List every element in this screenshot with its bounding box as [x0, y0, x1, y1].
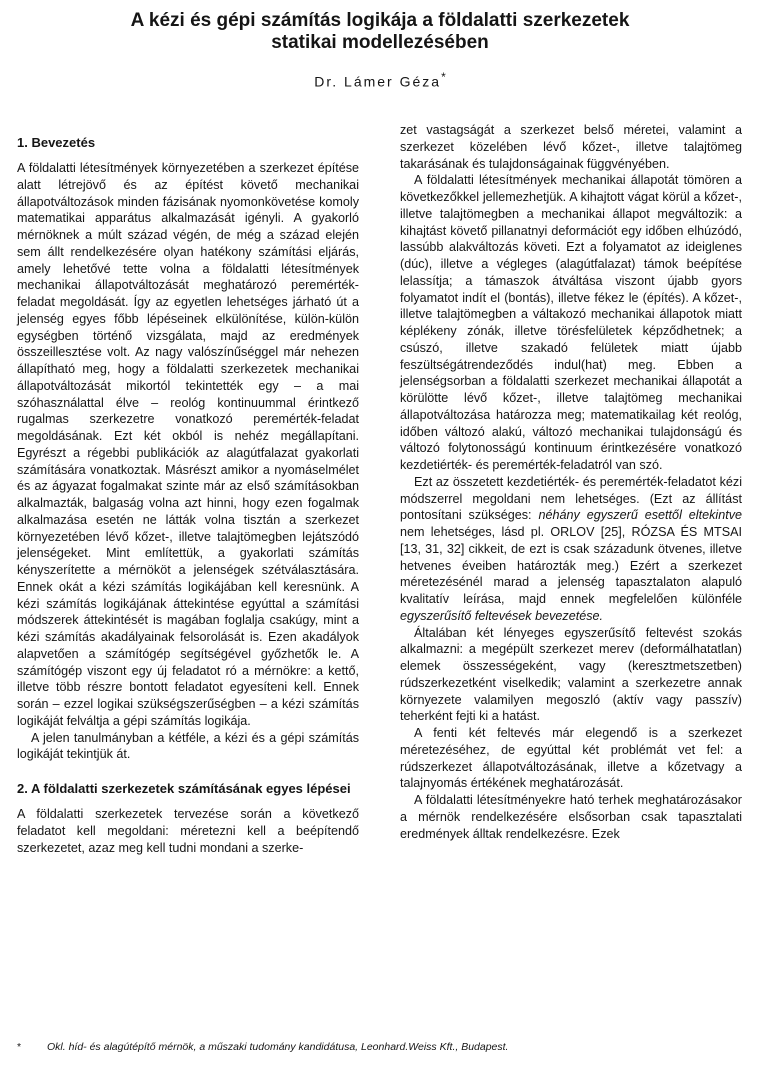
boundary-text-a: Ezt az összetett kezdetiérték- és peremérték-feladatot kézi módszerrel megoldani nem lehetséges. (Ezt az állítást pontosítani szükséges:: [400, 474, 742, 523]
continued-paragraph: zet vastagságát a szerkezet belső méretei, valamint a szerkezet közelében lévő kőzet-, illetve talajtömeg takarásának és tulajdonságainak függvényében.: [400, 123, 742, 171]
author-name: Dr. Lámer Géza: [314, 73, 442, 90]
article-title: [0, 10, 760, 54]
footnote: [17, 1040, 747, 1054]
footnote-text: Okl. híd- és alagútépítő mérnök, a műszaki tudomány kandidátusa, Leonhard.Weiss Kft., Budapest.: [47, 1041, 509, 1053]
boundary-problem-paragraph: [400, 474, 742, 625]
mechanics-paragraph: A földalatti létesítmények mechanikai állapotát tömören a következőkkel jellemezhetjük. A kihajtott vágat körül a kőzet-, illetve talajtömegben a mechanikai állapot megváltozik: a kihajtást követő pillanatnyi deformációt egy időben elhúzódó, lassúbb alakváltozás követi. Ezt a folyamatot az ideiglenes (dúc), illetve a végleges (alagútfalazat) támok beépítése lelassítja; a támaszok átváltása viszont újabb gyors folyamatot indít el (bontás), illetve fékez le (építés). A kőzet-, illetve talajtömegben a váltakozó mechanikai állapotok miatt képlékeny zónák, illetve törésfelületek képződhetnek; a csúszó, illetve szakadó felületek miatt újabb feszültségátrendeződés indul(hat) meg. Ebben a jelenségsorban a földalatti szerkezet mechanikai állapotát a körülötte lévő kőzet-, illetve talajtömeg mechanikai állapotváltozása határozza meg; matematikailag két reológ, időben változó alakú, változó mechanikai tulajdonságú és változó folytonosságú kontinuum érintkezésére vonatkozó kezdetiérték- és peremérték-feladatról van szó.: [400, 173, 742, 472]
right-column: [400, 122, 742, 842]
title-line-1: A kézi és gépi számítás logikája a földalatti szerkezetek: [130, 10, 630, 31]
boundary-emphasis: néhány egyszerű esettől eltekintve: [538, 508, 742, 523]
section-2-heading: 2. A földalatti szerkezetek számításának egyes lépései: [17, 781, 351, 796]
problems-paragraph: A fenti két feltevés már elegendő is a szerkezet méretezéséhez, de egyúttal két problémát vet fel: a rúdszerkezet állapotváltozásának, illetve a kőzetvagy a talajnyomás értékének meghatározását.: [400, 726, 742, 791]
section-2-paragraph-1: A földalatti szerkezetek tervezése során a következő feladatot kell megoldani: méretezni kell a beépítendő szerkezetet, azaz meg kell tudni mondani a szerke-: [17, 807, 359, 855]
boundary-text-b: nem lehetséges, lásd pl. ORLOV [25], RÓZSA ÉS MTSAI [13, 31, 32] cikkeit, de ezt is csak századunk ötvenes, illetve hetvenes éveiben határozták meg.) Ezért a szerkezet méretezésénél marad a jelenség tapasztalaton alapuló kvalitatív leírása, majd ennek megfelelően különféle: [400, 525, 742, 606]
left-column: [17, 134, 359, 856]
section-1-paragraph-1: A földalatti létesítmények környezetében a szerkezet építése alatt létrejövő és az építést követő mechanikai állapotváltozások minden fázisának nyomonkövetése komoly matematikai apparátus alkalmazását igényli. A gyakorló mérnöknek a múlt század végén, de még a század elején sem állt rendelkezésére olyan hatékony számítási eljárás, amely lehetővé tette volna a földalatti létesítmények mechanikai állapotváltozását meghatározó peremérték-feladat megoldását. Így az egyetlen lehetséges járható út a jelenség egyes főbb lépéseinek elkülönítése, külön-külön egységben történő vizsgálata, majd az eredmények összeillesztése volt. Az nagy valószínűséggel már nehezen állapítható meg, hogy a földalatti szerkezetek mechanikai állapotváltozását mikortól tekintették egy – a mai szóhasználattal élve – reológ kontinuummal érintkező rugalmas szerkezetre vonatkozó peremérték-feladat megoldásának. Ezt két okból is nehéz megállapítani. Egyrészt a régebbi publikációk az alagútfalazat gyakorlati számítására vonatkoztak. Másrészt amikor a nyomáselmélet és az ágyazat fogalmakat szinte már az első számításokban alkalmazták, balgaság volna azt hinni, hogy ezen fogalmak alkalmazása esetén ne látták volna tisztán a szerkezet környezetében lévő kőzet-, illetve talajtömegben lejátszódó jelenségeket. Mint említettük, a gyakorlati számítás kényszerítette a mérnököt a jelenségek szétválasztására. Ennek okát a kézi számítás logikájában kell keresnünk. A kézi számítás logikájának áttekintése egyúttal a számítási módszerek áttekintését is magában foglalja csakúgy, mint a kézi számítás akadályainak felsorolását is. Ezen akadályok alapvetően a számítógép segítségével győzhetők le. A számítógép viszont egy új feladatot ró a mérnökre: a kettő, illetve több részre bontott feladatot egyesíteni kell. Ennek során – ezzel logikai szükségszerűségben – a kézi számítás logikáját felváltja a gépi számítás logikája.: [17, 161, 359, 728]
boundary-emphasis-2: egyszerűsítő feltevések bevezetése.: [400, 608, 604, 623]
footnote-mark: *: [17, 1041, 22, 1053]
title-line-2: statikai modellezésében: [271, 32, 489, 53]
section-1-paragraph-2: A jelen tanulmányban a kétféle, a kézi és a gépi számítás logikáját tekintjük át.: [17, 730, 359, 762]
section-1-heading: 1. Bevezetés: [17, 135, 96, 150]
author-footnote-mark: *: [441, 70, 446, 84]
assumptions-paragraph: Általában két lényeges egyszerűsítő feltevést szokás alkalmazni: a megépült szerkezet merev (deformálhatatlan) elemek összességeként, vagy (keresztmetszetben) rúdszerkezetként viselkedik; valamint a szerkezetre annak környezete valamilyen megoszló (aktív vagy passzív) teherként fejti ki a hatást.: [400, 625, 742, 724]
author-line: [0, 70, 760, 90]
loads-paragraph: A földalatti létesítményekre ható terhek meghatározásakor a mérnök rendelkezésére elsősorban csak tapasztalati eredmények álltak rendelkezésre. Ezek: [400, 793, 742, 841]
